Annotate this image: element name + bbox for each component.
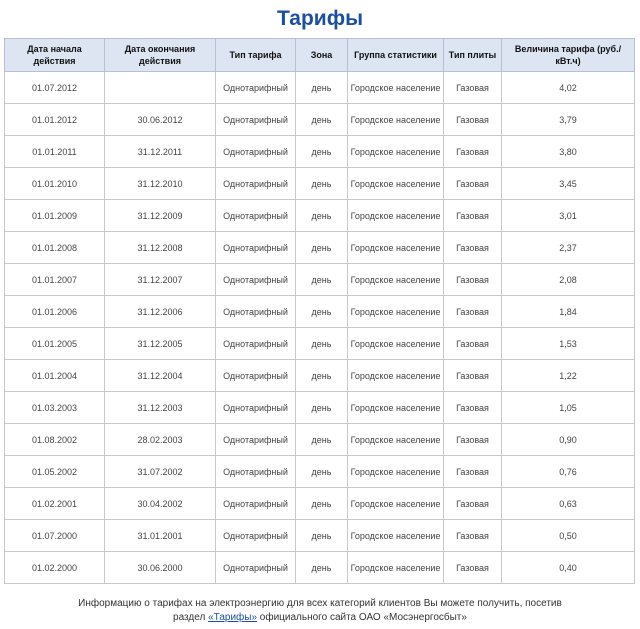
- cell-tariff-type: Однотарифный: [216, 104, 296, 136]
- cell-tariff-type: Однотарифный: [216, 296, 296, 328]
- column-header-zone: Зона: [296, 39, 348, 72]
- column-header-end-date: Дата окончания действия: [105, 39, 216, 72]
- cell-start-date: 01.07.2012: [5, 72, 105, 104]
- table-row: [5, 264, 635, 296]
- table-row: [5, 104, 635, 136]
- cell-stove-type: Газовая: [444, 392, 502, 424]
- cell-stove-type: Газовая: [444, 488, 502, 520]
- cell-start-date: 01.02.2000: [5, 552, 105, 584]
- cell-stat-group: Городское население: [348, 104, 444, 136]
- cell-end-date: 31.12.2008: [105, 232, 216, 264]
- cell-stat-group: Городское население: [348, 296, 444, 328]
- cell-zone: день: [296, 424, 348, 456]
- cell-stat-group: Городское население: [348, 328, 444, 360]
- table-row: [5, 552, 635, 584]
- header-row: [5, 39, 635, 72]
- cell-end-date: 31.12.2003: [105, 392, 216, 424]
- column-header-stat-group: Группа статистики: [348, 39, 444, 72]
- cell-end-date: 30.06.2000: [105, 552, 216, 584]
- cell-tariff-value: 0,90: [502, 424, 635, 456]
- cell-end-date: 31.01.2001: [105, 520, 216, 552]
- cell-stove-type: Газовая: [444, 168, 502, 200]
- cell-tariff-value: 3,80: [502, 136, 635, 168]
- cell-tariff-value: 1,05: [502, 392, 635, 424]
- cell-stat-group: Городское население: [348, 72, 444, 104]
- cell-tariff-value: 3,79: [502, 104, 635, 136]
- cell-stove-type: Газовая: [444, 424, 502, 456]
- page-title: Тарифы: [276, 7, 364, 30]
- cell-stat-group: Городское население: [348, 168, 444, 200]
- cell-end-date: 31.12.2005: [105, 328, 216, 360]
- cell-stove-type: Газовая: [444, 552, 502, 584]
- cell-tariff-type: Однотарифный: [216, 392, 296, 424]
- cell-tariff-type: Однотарифный: [216, 328, 296, 360]
- table-row: [5, 488, 635, 520]
- cell-stove-type: Газовая: [444, 328, 502, 360]
- table-row: [5, 424, 635, 456]
- table-row: [5, 168, 635, 200]
- cell-stove-type: Газовая: [444, 232, 502, 264]
- cell-zone: день: [296, 168, 348, 200]
- cell-zone: день: [296, 328, 348, 360]
- cell-start-date: 01.05.2002: [5, 456, 105, 488]
- cell-stove-type: Газовая: [444, 72, 502, 104]
- column-header-tariff-type: Тип тарифа: [216, 39, 296, 72]
- cell-start-date: 01.02.2001: [5, 488, 105, 520]
- table-header: [5, 39, 635, 72]
- cell-zone: день: [296, 136, 348, 168]
- cell-stove-type: Газовая: [444, 200, 502, 232]
- cell-zone: день: [296, 104, 348, 136]
- table-row: [5, 200, 635, 232]
- cell-start-date: 01.01.2007: [5, 264, 105, 296]
- cell-zone: день: [296, 296, 348, 328]
- table-row: [5, 136, 635, 168]
- cell-tariff-value: 0,76: [502, 456, 635, 488]
- cell-tariff-value: 1,84: [502, 296, 635, 328]
- cell-tariff-type: Однотарифный: [216, 488, 296, 520]
- cell-stat-group: Городское население: [348, 232, 444, 264]
- table-body: [5, 72, 635, 584]
- cell-end-date: 30.04.2002: [105, 488, 216, 520]
- cell-tariff-type: Однотарифный: [216, 232, 296, 264]
- footer-line-1: Информацию о тарифах на электроэнергию для всех категорий клиентов Вы можете получить, посетив: [78, 598, 562, 609]
- cell-stove-type: Газовая: [444, 136, 502, 168]
- cell-end-date: 31.12.2006: [105, 296, 216, 328]
- table-row: [5, 392, 635, 424]
- cell-tariff-value: 1,22: [502, 360, 635, 392]
- tariffs-table: [4, 38, 635, 584]
- cell-end-date: 31.07.2002: [105, 456, 216, 488]
- cell-stove-type: Газовая: [444, 104, 502, 136]
- cell-zone: день: [296, 72, 348, 104]
- cell-zone: день: [296, 392, 348, 424]
- cell-tariff-type: Однотарифный: [216, 424, 296, 456]
- cell-end-date: [105, 72, 216, 104]
- cell-tariff-value: 1,53: [502, 328, 635, 360]
- table-row: [5, 232, 635, 264]
- cell-tariff-type: Однотарифный: [216, 264, 296, 296]
- cell-start-date: 01.01.2006: [5, 296, 105, 328]
- cell-tariff-value: 0,40: [502, 552, 635, 584]
- cell-start-date: 01.07.2000: [5, 520, 105, 552]
- table-row: [5, 456, 635, 488]
- cell-start-date: 01.01.2011: [5, 136, 105, 168]
- footer-prefix: раздел: [173, 612, 209, 623]
- cell-stat-group: Городское население: [348, 136, 444, 168]
- tariffs-link[interactable]: «Тарифы»: [208, 612, 258, 623]
- cell-tariff-value: 2,08: [502, 264, 635, 296]
- column-header-tariff-value: Величина тарифа (руб./кВт.ч): [502, 39, 635, 72]
- cell-zone: день: [296, 456, 348, 488]
- cell-stat-group: Городское население: [348, 392, 444, 424]
- cell-end-date: 31.12.2011: [105, 136, 216, 168]
- cell-end-date: 30.06.2012: [105, 104, 216, 136]
- table-row: [5, 328, 635, 360]
- cell-zone: день: [296, 264, 348, 296]
- cell-stat-group: Городское население: [348, 264, 444, 296]
- cell-tariff-value: 2,37: [502, 232, 635, 264]
- cell-stove-type: Газовая: [444, 264, 502, 296]
- cell-start-date: 01.01.2009: [5, 200, 105, 232]
- column-header-stove-type: Тип плиты: [444, 39, 502, 72]
- table-row: [5, 296, 635, 328]
- cell-tariff-type: Однотарифный: [216, 200, 296, 232]
- footer-suffix: официального сайта ОАО «Мосэнергосбыт»: [257, 612, 467, 623]
- cell-tariff-type: Однотарифный: [216, 136, 296, 168]
- cell-stat-group: Городское население: [348, 488, 444, 520]
- cell-stat-group: Городское население: [348, 456, 444, 488]
- cell-end-date: 31.12.2010: [105, 168, 216, 200]
- cell-start-date: 01.01.2004: [5, 360, 105, 392]
- cell-tariff-type: Однотарифный: [216, 72, 296, 104]
- cell-stat-group: Городское население: [348, 552, 444, 584]
- cell-end-date: 28.02.2003: [105, 424, 216, 456]
- cell-zone: день: [296, 200, 348, 232]
- cell-zone: день: [296, 360, 348, 392]
- cell-tariff-value: 4,02: [502, 72, 635, 104]
- table-row: [5, 72, 635, 104]
- cell-tariff-type: Однотарифный: [216, 360, 296, 392]
- cell-stove-type: Газовая: [444, 296, 502, 328]
- cell-stat-group: Городское население: [348, 424, 444, 456]
- cell-tariff-value: 0,63: [502, 488, 635, 520]
- footer-note: [0, 597, 640, 625]
- table-row: [5, 520, 635, 552]
- cell-start-date: 01.01.2012: [5, 104, 105, 136]
- cell-stat-group: Городское население: [348, 200, 444, 232]
- cell-stove-type: Газовая: [444, 360, 502, 392]
- footer-line-2: [0, 611, 640, 625]
- column-header-start-date: Дата начала действия: [5, 39, 105, 72]
- cell-stove-type: Газовая: [444, 520, 502, 552]
- cell-tariff-value: 0,50: [502, 520, 635, 552]
- cell-end-date: 31.12.2004: [105, 360, 216, 392]
- cell-zone: день: [296, 520, 348, 552]
- cell-tariff-value: 3,01: [502, 200, 635, 232]
- cell-stove-type: Газовая: [444, 456, 502, 488]
- cell-end-date: 31.12.2007: [105, 264, 216, 296]
- cell-start-date: 01.08.2002: [5, 424, 105, 456]
- table-row: [5, 360, 635, 392]
- cell-tariff-value: 3,45: [502, 168, 635, 200]
- cell-stat-group: Городское население: [348, 520, 444, 552]
- cell-start-date: 01.01.2005: [5, 328, 105, 360]
- cell-start-date: 01.01.2008: [5, 232, 105, 264]
- cell-start-date: 01.01.2010: [5, 168, 105, 200]
- cell-tariff-type: Однотарифный: [216, 168, 296, 200]
- cell-zone: день: [296, 488, 348, 520]
- cell-start-date: 01.03.2003: [5, 392, 105, 424]
- cell-tariff-type: Однотарифный: [216, 520, 296, 552]
- cell-stat-group: Городское население: [348, 360, 444, 392]
- cell-tariff-type: Однотарифный: [216, 456, 296, 488]
- cell-zone: день: [296, 232, 348, 264]
- cell-tariff-type: Однотарифный: [216, 552, 296, 584]
- cell-end-date: 31.12.2009: [105, 200, 216, 232]
- cell-zone: день: [296, 552, 348, 584]
